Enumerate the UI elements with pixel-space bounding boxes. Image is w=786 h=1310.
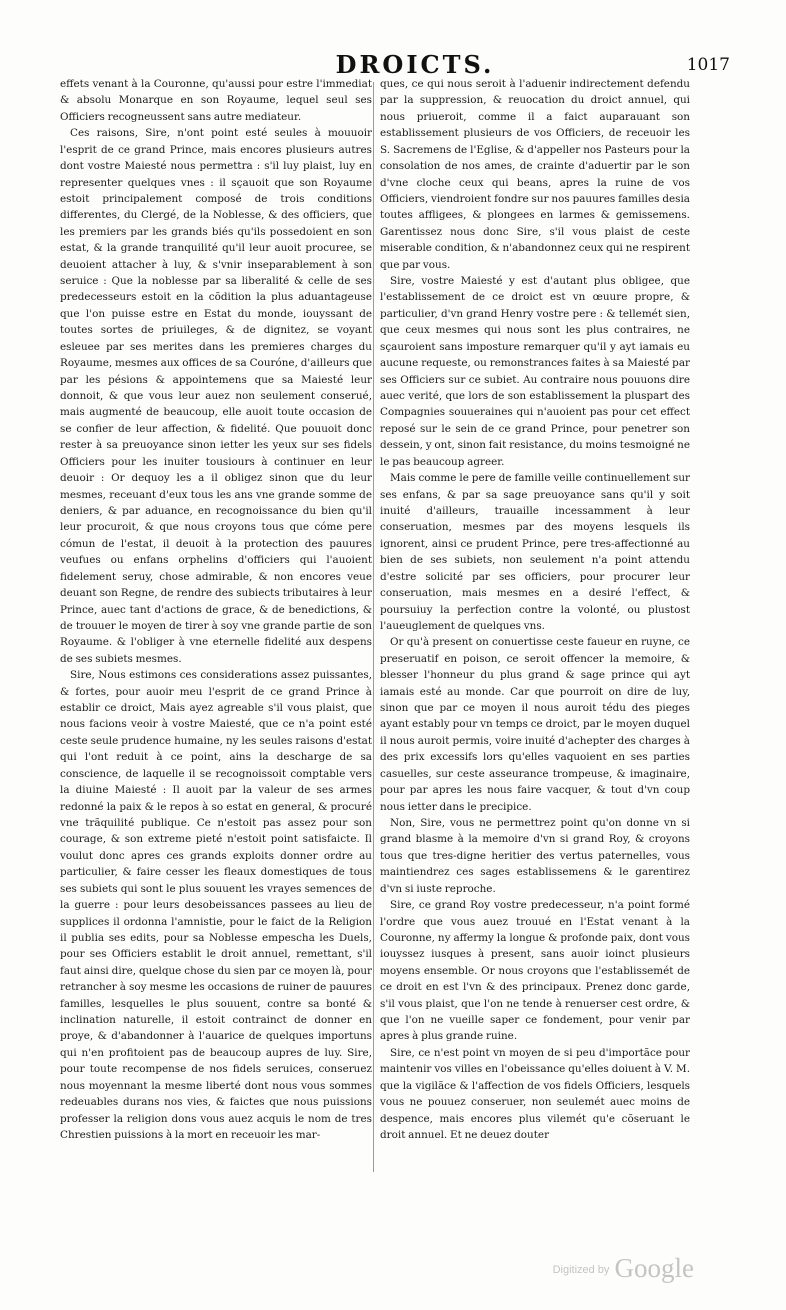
google-logo: Google xyxy=(614,1253,694,1283)
running-title: DROICTS. xyxy=(335,50,495,79)
paragraph: Sire, Nous estimons ces considerations assez puissantes, & fortes, pour auoir meu l'esprit de ce grand Prince à establir ce droict, Mais ayez agreable s'il vous plaist, que nous facions veoir à vostre Maiesté, que ce n'a point esté ceste seule prudence humaine, ny les seules raisons d'estat qui l'ont reduit à ce point, ains la descharge de sa conscience, de laquelle il se recognoissoit comptable vers la diuine Maiesté : Il auoit par la valeur de ses armes redonné la paix & le repos à so estat en general, & procuré vne trãquilité publique. Ce n'estoit pas assez pour son courage, & son extreme pieté n'estoit point satisfaicte. Il voulut donc apres ces grands exploits donner ordre au particulier, & faire cesser les fleaux domestiques de tous ses subiets qui sont le plus souuent les vrayes semences de la guerre : pour leurs desobeissances passees au lieu de supplices il ordonna l'amnistie, pour le faict de la Religion il publia ses edits, pour sa Noblesse empescha les Duels, pour ses Officiers establit le droit annuel, remettant, s'il faut ainsi dire, quelque chose du sien par ce moyen là, pour retrancher à soy mesme les occasions de ruiner de pauures familles, lesquelles le plus souuent, contre sa bonté & inclination naturelle, il estoit contrainct de donner en proye, & d'abandonner à l'auarice de quelques importuns qui n'en profitoient pas de beaucoup aupres de luy. Sire, pour toute recompense de nos fidels seruices, conseruez nous moyennant la mesme liberté dont nous vous sommes redeuables durans nos vies, & faictes que nous puissions professer la religion dons vous auez acquis le nom de tres Chrestien puissions à la mort en receuoir les mar- xyxy=(60,669,372,1141)
paragraph: Or qu'à present on conuertisse ceste faueur en ruyne, ce preseruatif en poison, ce seroit offencer la memoire, & blesser l'honneur du plus grand & sage prince qui ayt iamais esté au monde. Car que pourroit on dire de luy, sinon que par ce moyen il nous auroit tédu des pieges ayant estably pour vn temps ce droict, par le moyen duquel il nous auroit permis, voire inuité d'achepter des charges à des prix excessifs lors qu'elles vaquoient en ses parties casuelles, sur ceste asseurance trompeuse, & imaginaire, pour par apres les nous faire vacquer, & tout d'vn coup nous ietter dans le precipice. xyxy=(380,636,690,813)
paragraph: Sire, ce n'est point vn moyen de si peu d'importãce pour maintenir vos villes en l'obeissance qu'elles doiuent à V. M. que la vigilãce & l'affection de vos fidels Officiers, lesquels vous ne pouuez conseruer, non seulemét auec moins de despence, mais encores plus vilemét qu'e cõseruant le droit annuel. Et ne deuez douter xyxy=(380,1046,690,1141)
right-column xyxy=(380,76,690,1143)
watermark-prefix: Digitized by xyxy=(552,1264,610,1276)
paragraph: Sire, vostre Maiesté y est d'autant plus obligee, que l'establissement de ce droict est vn œuure propre, & particulier, d'vn grand Henry vostre pere : & tellemét sien, que ceux mesmes qui nous sont les plus contraires, ne sçauroient sans imposture remarquer qu'il y ayt iamais eu aucune requeste, ou remonstrances faites à sa Maiesté par ses Officiers sur ce subiet. Au contraire nous pouuons dire auec verité, que lors de son establissement la pluspart des Compagnies souueraines qui n'auoient pas pour cet effect reposé sur le sein de ce grand Prince, pour penetrer son dessein, y ont, sinon fait resistance, du moins tesmoigné ne le pas beaucoup agreer. xyxy=(380,275,690,468)
page-number: 1017 xyxy=(686,55,730,75)
paragraph: Ces raisons, Sire, n'ont point esté seules à mouuoir l'esprit de ce grand Prince, mais encores plusieurs autres dont vostre Maiesté nous permettra : s'il luy plaist, luy en representer quelques vnes : il sçauoit que son Royaume estoit principalement composé de trois conditions differentes, du Clergé, de la Noblesse, & des officiers, que les premiers par les grands biés qu'ils possedoient en son estat, & la grande tranquilité qu'il leur auoit procuree, se deuoient attacher à luy, & s'vnir inseparablement à son seruice : Que la noblesse par sa liberalité & celle de ses predecesseurs estoit en la cõdition la plus aduantageuse que l'on puisse estre en Estat du monde, iouyssant de toutes sortes de priuileges, & de dignitez, se voyant esleuee par ses merites dans les premieres charges du Royaume, mesmes aux offices de sa Couróne, d'ailleurs que par les pésions & appointemens que sa Maiesté leur donnoit, & que vous leur auez non seulement conserué, mais augmenté de beaucoup, elle auoit toute occasion de se confier de leur affection, & fidelité. Que pouuoit donc rester à sa preuoyance sinon ietter les yeux sur ses fidels Officiers pour les inuiter tousiours à continuer en leur deuoir : Or dequoy les a il obligez sinon que du leur mesmes, receuant d'eux tous les ans vne grande somme de deniers, & par aduance, en recognoissance du bien qu'il leur procuroit, & que nous croyons tous que cóme pere cómun de l'estat, il deuoit à la protection des pauures veufues ou enfans orphelins d'officiers qui l'auoient fidelement seruy, chose admirable, & non encores veue deuant son Regne, de rendre des subiects tributaires à leur Prince, auec tant d'actions de grace, & de benedictions, & de trouuer le moyen de tirer à soy vne grande partie de son Royaume. & l'obliger à vne eternelle fidelité aux despens de ses subiets mesmes. xyxy=(60,127,372,665)
column-divider xyxy=(373,82,374,1172)
left-column xyxy=(60,76,372,1143)
paragraph: Sire, ce grand Roy vostre predecesseur, n'a point formé l'ordre que vous auez trouué en l'Estat venant à la Couronne, ny affermy la longue & profonde paix, dont vous iouyssez iusques à present, sans auoir ioinct plusieurs moyens ensemble. Or nous croyons que l'establissemét de ce droit en est l'vn & des principaux. Prenez donc garde, s'il vous plaist, que l'on ne tende à renuerser cest ordre, & que l'on ne vueille saper ce fondement, pour venir par apres à plus grande ruine. xyxy=(380,899,690,1043)
paragraph: effets venant à la Couronne, qu'aussi pour estre l'immediat & absolu Monarque en son Royaume, lequel seul ses Officiers recogneussent sans autre mediateur. xyxy=(60,78,372,123)
paragraph: Non, Sire, vous ne permettrez point qu'on donne vn si grand blasme à la memoire d'vn si grand Roy, & croyons tous que tres-digne heritier des vertus paternelles, vous maintiendrez ces sages establissemens & le garentirez d'vn si iuste reproche. xyxy=(380,816,690,895)
paragraph: Mais comme le pere de famille veille continuellement sur ses enfans, & par sa sage preuoyance sans qu'il y soit inuité d'ailleurs, trauaille incessamment à leur conseruation, mesmes par des moyens lesquels ils ignorent, ainsi ce prudent Prince, pere tres-affectionné au bien de ses subiets, non seulement n'a point attendu d'estre solicité par ses officiers, pour procurer leur conseruation, mais mesmes en a desiré l'effect, & poursuiuy la perfection contre la volonté, ou plustost l'aueuglement de quelques vns. xyxy=(380,472,690,632)
digitized-watermark xyxy=(553,1253,694,1284)
paragraph: ques, ce qui nous seroit à l'aduenir indirectement defendu par la suppression, & reuocation du droict annuel, qui nous priueroit, comme il a faict auparauant son establissement plusieurs de vos Officiers, de receuoir les S. Sacremens de l'Eglise, & d'appeller nos Pasteurs pour la consolation de nos ames, de crainte d'aduertir par le son d'vne cloche ceux qui beans, apres la ruine de vos Officiers, viendroient fondre sur nos pauures familles desia toutes affligees, & plongees en larmes & gemissemens. Garentissez nous donc Sire, s'il vous plaist de ceste miserable condition, & n'abandonnez ceux qui ne respirent que par vous. xyxy=(380,78,690,271)
